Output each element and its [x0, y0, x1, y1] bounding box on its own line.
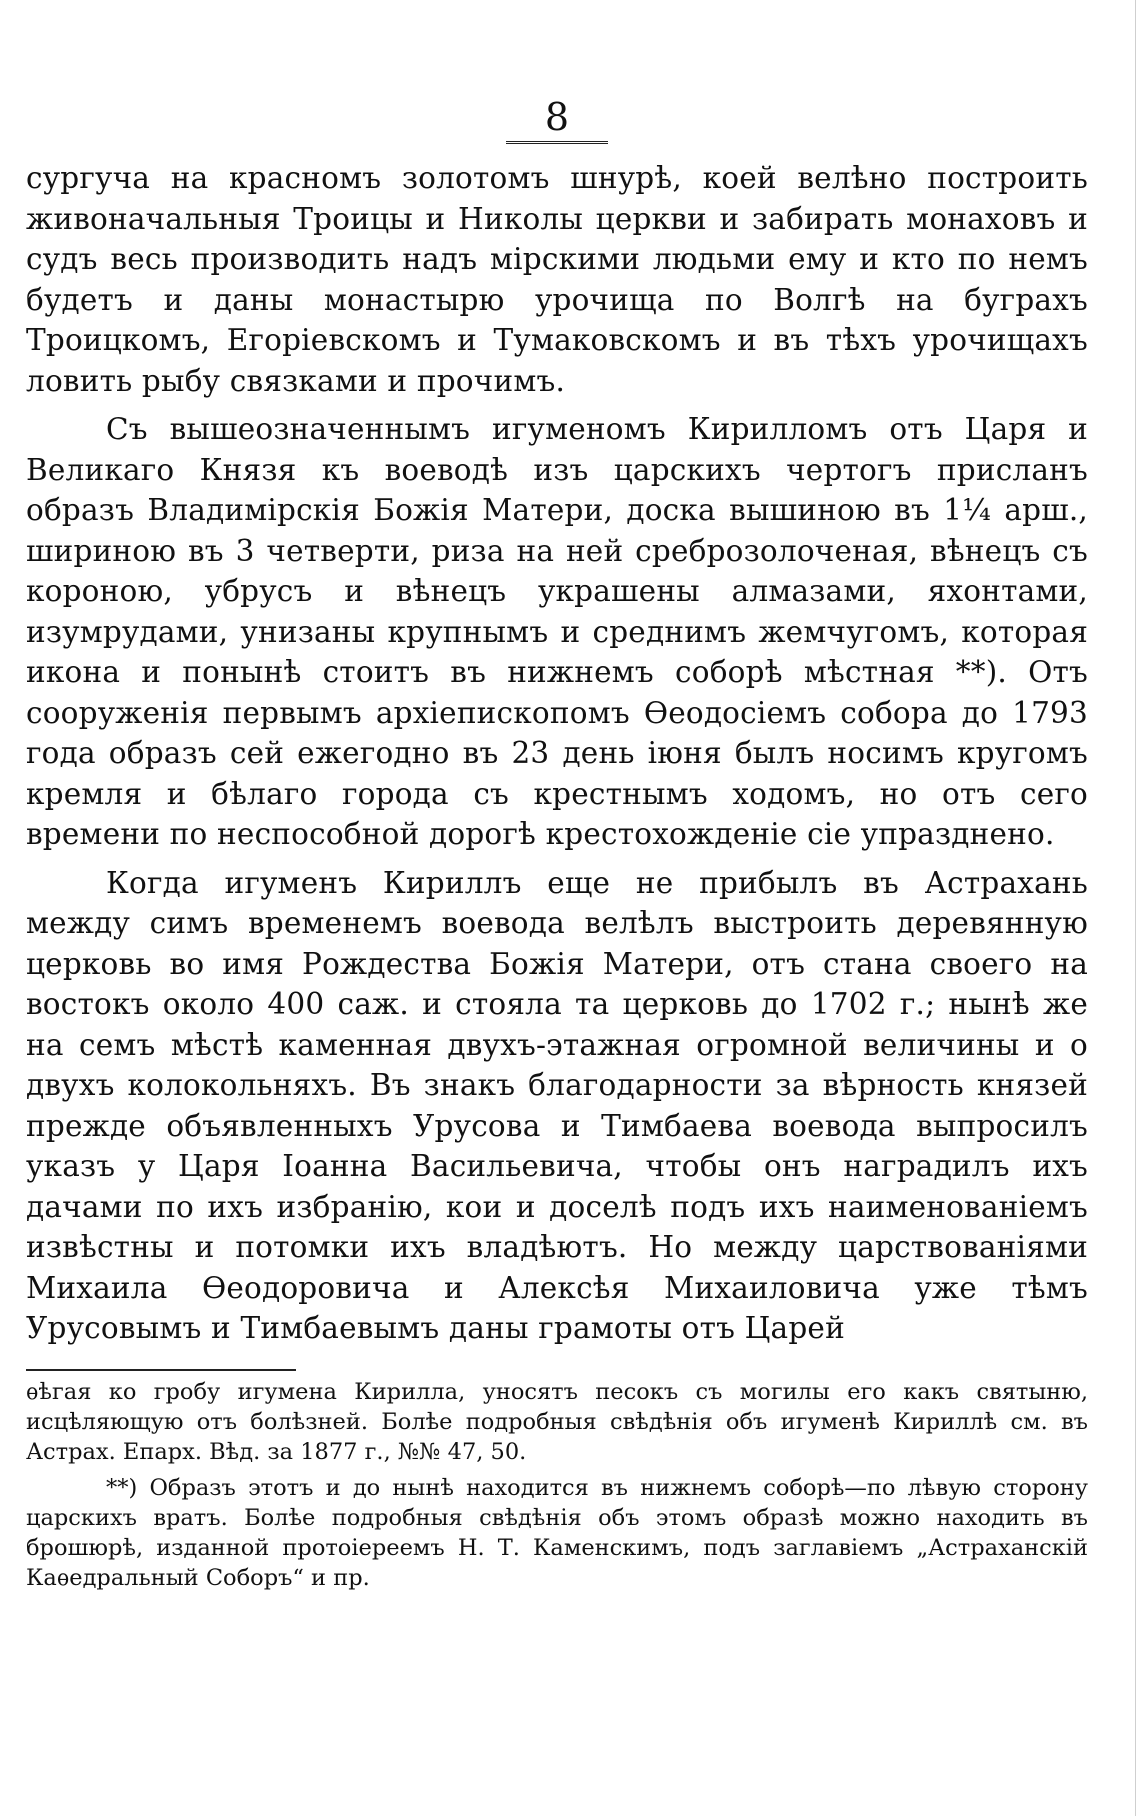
page-number-header: [26, 95, 1088, 144]
paragraph-2: Съ вышеозначеннымъ игуменомъ Кирилломъ отъ Царя и Великаго Князя къ воеводѣ изъ царскихъ чертогъ присланъ образъ Владимірскія Божія Матери, доска вышиною въ 1¼ арш., шириною въ 3 четверти, риза на ней среброзолоченая, вѣнецъ съ короною, убрусъ и вѣнецъ украшены алмазами, яхонтами, изумрудами, унизаны крупнымъ и среднимъ жемчугомъ, которая икона и понынѣ стоитъ въ нижнемъ соборѣ мѣстная **). Отъ сооруженія первымъ архіепископомъ Ѳеодосіемъ собора до 1793 года образъ сей ежегодно въ 23 день іюня былъ носимъ кругомъ кремля и бѣлаго города съ крестнымъ ходомъ, но отъ сего времени по неспособной дорогѣ крестохожденіе сіе упразднено.: [26, 412, 1088, 851]
footnotes: [26, 1377, 1088, 1593]
footnote-1: ѳѣгая ко гробу игумена Кирилла, уносятъ песокъ съ могилы его какъ святыню, исцѣляющую отъ болѣзней. Болѣе подробныя свѣдѣнія объ игуменѣ Кириллѣ см. въ Астрах. Епарх. Вѣд. за 1877 г., №№ 47, 50.: [26, 1378, 1088, 1465]
paragraph-1: сургуча на красномъ золотомъ шнурѣ, коей велѣно построить живоначальныя Троицы и Николы церкви и забирать монаховъ и судъ весь производить надъ мірскими людьми ему и кто по немъ будетъ и даны монастырю урочища по Волгѣ на буграхъ Троицкомъ, Егоріевскомъ и Тумаковскомъ и въ тѣхъ урочищахъ ловить рыбу связками и прочимъ.: [26, 161, 1088, 398]
document-page: [26, 95, 1088, 1593]
footnote-2: **) Образъ этотъ и до нынѣ находится въ нижнемъ соборѣ—по лѣвую сторону царскихъ вратъ. Болѣе подробныя свѣдѣнія объ этомъ образѣ можно находить въ брошюрѣ, изданной протоіереемъ Н. Т. Каменскимъ, подъ заглавіемъ „Астраханскій Каѳедральный Соборъ“ и пр.: [26, 1474, 1088, 1591]
page-number: 8: [544, 95, 570, 139]
footnote-separator: [26, 1369, 296, 1371]
main-text: [26, 158, 1088, 1349]
paragraph-3: Когда игуменъ Кириллъ еще не прибылъ въ Астрахань между симъ временемъ воевода велѣлъ выстроить деревянную церковь во имя Рождества Божія Матери, отъ стана своего на востокъ около 400 саж. и стояла та церковь до 1702 г.; нынѣ же на семъ мѣстѣ каменная двухъ-этажная огромной величины и о двухъ колокольняхъ. Въ знакъ благодарности за вѣрность князей прежде объявленныхъ Урусова и Тимбаева воевода выпросилъ указъ у Царя Іоанна Васильевича, чтобы онъ наградилъ ихъ дачами по ихъ избранію, кои и доселѣ подъ ихъ наименованіемъ извѣстны и потомки ихъ владѣютъ. Но между царствованіями Михаила Ѳеодоровича и Алексѣя Михаиловича уже тѣмъ Урусовымъ и Тимбаевымъ даны грамоты отъ Царей: [26, 865, 1088, 1345]
page-number-underline: [506, 141, 608, 144]
page-edge-line: [1135, 0, 1136, 1816]
